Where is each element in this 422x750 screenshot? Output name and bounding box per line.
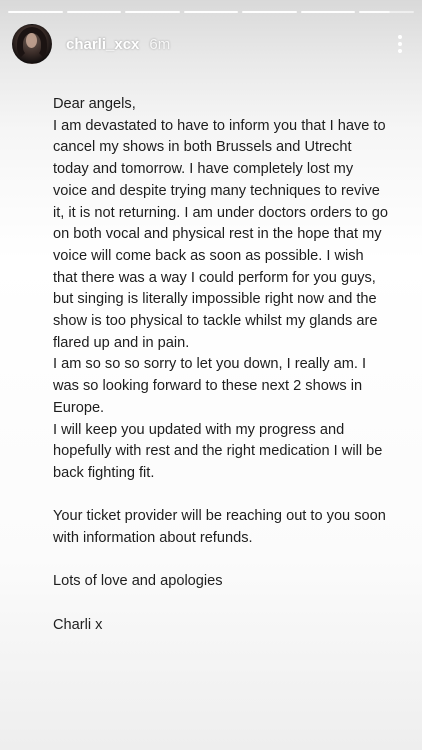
paragraph-gap <box>53 593 389 615</box>
username[interactable]: charli_xcx <box>66 35 140 53</box>
story-progress-bar <box>8 11 414 13</box>
progress-segment <box>67 11 122 13</box>
letter-signature: Charli x <box>53 616 103 633</box>
story-header <box>12 24 410 64</box>
progress-segment <box>125 11 180 13</box>
progress-segment <box>8 11 63 13</box>
paragraph-gap <box>53 550 389 572</box>
letter-paragraph: I am devastated to have to inform you that I have to cancel my shows in both Brussels and Utrecht today and tomorrow. I have completely lost my voice and despite trying many techniques to revive it, it is not returning. I am under doctors orders to go on both vocal and physical rest in the hope that my voice will come back as soon as possible. I wish that there was a way I could perform for you guys, but singing is literally impossible right now and the show is too physical to tackle whilst my glands are flared up and in pain. <box>53 117 389 351</box>
progress-segment <box>242 11 297 13</box>
progress-segment-active <box>359 11 414 13</box>
letter-paragraph: I am so so so sorry to let you down, I really am. I was so looking forward to these next 2 shows in Europe. <box>53 356 367 416</box>
letter-body <box>53 94 389 637</box>
letter-paragraph: Your ticket provider will be reaching out to you soon with information about refunds. <box>53 508 386 547</box>
dot <box>398 42 402 46</box>
progress-segment <box>184 11 239 13</box>
timestamp: 6m <box>149 35 171 53</box>
letter-paragraph: I will keep you updated with my progress and hopefully with rest and the right medication I will be back fighting fit. <box>53 421 383 481</box>
more-vertical-icon[interactable] <box>390 32 410 56</box>
dot <box>398 49 402 53</box>
dot <box>398 35 402 39</box>
progress-segment <box>301 11 356 13</box>
letter-greeting: Dear angels, <box>53 96 136 112</box>
avatar-face <box>26 33 37 48</box>
letter-closing: Lots of love and apologies <box>53 573 223 590</box>
avatar[interactable] <box>12 24 52 64</box>
paragraph-gap <box>53 485 389 507</box>
